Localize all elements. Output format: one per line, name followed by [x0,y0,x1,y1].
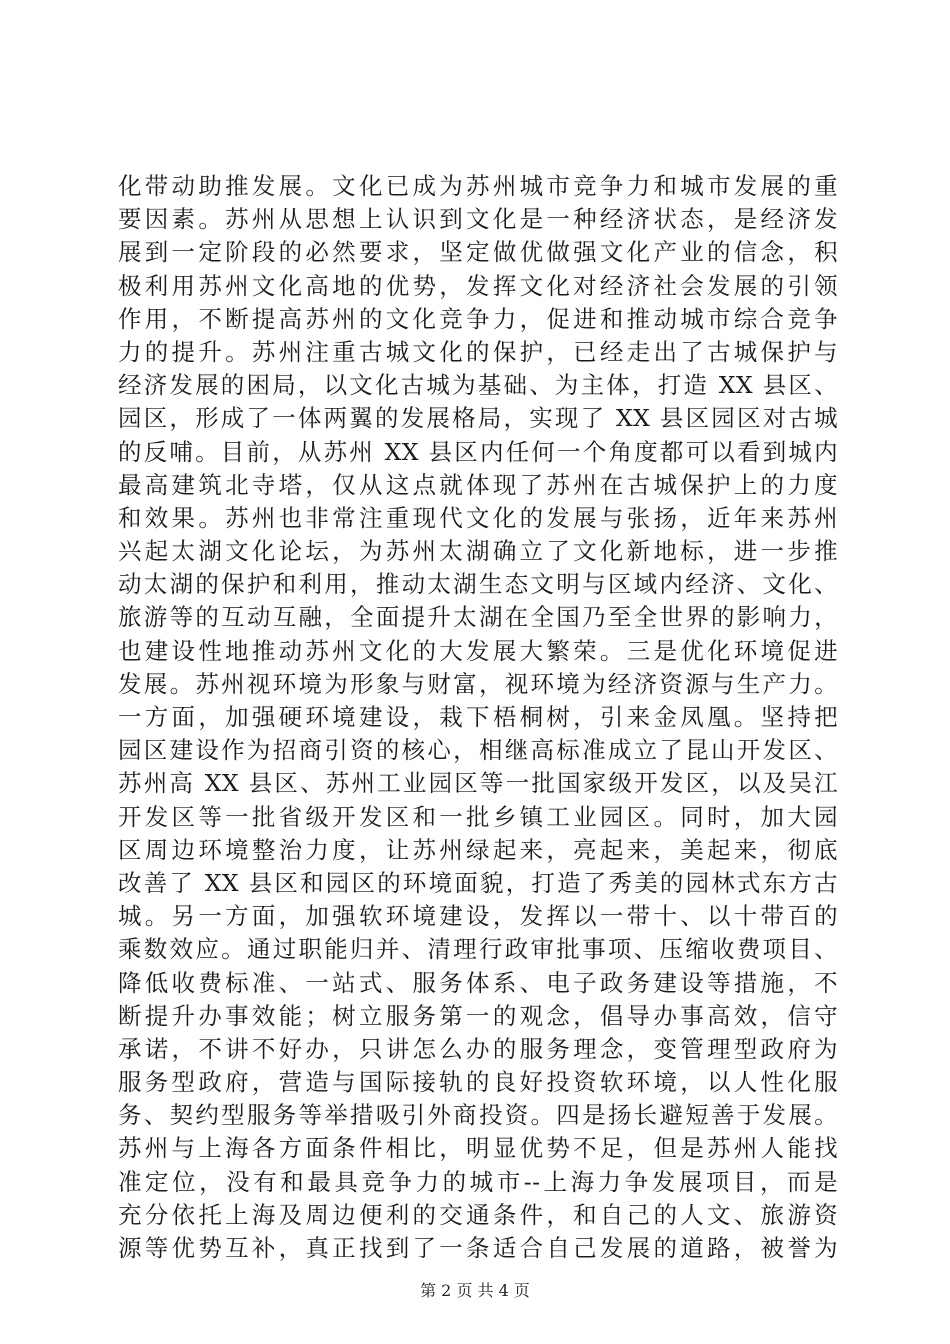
text-line: 准定位，没有和最具竞争力的城市--上海力争发展项目，而是 [118,1167,838,1196]
text-line: 改善了 XX 县区和园区的环境面貌，打造了秀美的园林式东方古 [118,868,838,897]
text-line: 开发区等一批省级开发区和一批乡镇工业园区。同时，加大园 [118,802,838,831]
text-line: 源等优势互补，真正找到了一条适合自己发展的道路，被誉为 [118,1234,838,1262]
text-line: 和效果。苏州也非常注重现代文化的发展与张扬，近年来苏州 [118,503,838,532]
text-line: 发展。苏州视环境为形象与财富，视环境为经济资源与生产力。 [118,669,838,698]
text-line: 区周边环境整治力度，让苏州绿起来，亮起来，美起来，彻底 [118,835,838,864]
text-line: 城。另一方面，加强软环境建设，发挥以一带十、以十带百的 [118,902,838,931]
text-line: 断提升办事效能；树立服务第一的观念，倡导办事高效，信守 [118,1001,838,1030]
text-line: 力的提升。苏州注重古城文化的保护，已经走出了古城保护与 [118,337,838,366]
text-line: 动太湖的保护和利用，推动太湖生态文明与区域内经济、文化、 [118,570,838,599]
text-line: 服务型政府，营造与国际接轨的良好投资软环境，以人性化服 [118,1068,838,1097]
text-line: 降低收费标准、一站式、服务体系、电子政务建设等措施，不 [118,968,838,997]
text-line: 作用，不断提高苏州的文化竞争力，促进和推动城市综合竞争 [118,304,838,333]
text-line: 的反哺。目前，从苏州 XX 县区内任何一个角度都可以看到城内 [118,437,838,466]
text-line: 极利用苏州文化高地的优势，发挥文化对经济社会发展的引领 [118,271,838,300]
text-line: 苏州与上海各方面条件相比，明显优势不足，但是苏州人能找 [118,1134,838,1163]
text-line: 也建设性地推动苏州文化的大发展大繁荣。三是优化环境促进 [118,636,838,665]
text-line: 化带动助推发展。文化已成为苏州城市竞争力和城市发展的重 [118,172,838,200]
text-line: 园区建设作为招商引资的核心，相继高标准成立了昆山开发区、 [118,736,838,765]
text-line: 乘数效应。通过职能归并、清理行政审批事项、压缩收费项目、 [118,935,838,964]
text-line: 要因素。苏州从思想上认识到文化是一种经济状态，是经济发 [118,205,838,234]
text-line: 充分依托上海及周边便利的交通条件，和自己的人文、旅游资 [118,1200,838,1229]
page-footer: 第 2 页 共 4 页 [420,1281,530,1300]
text-line: 务、契约型服务等举措吸引外商投资。四是扬长避短善于发展。 [118,1101,838,1130]
text-line: 一方面，加强硬环境建设，栽下梧桐树，引来金凤凰。坚持把 [118,703,838,731]
text-line: 最高建筑北寺塔，仅从这点就体现了苏州在古城保护上的力度 [118,470,838,499]
text-line: 苏州高 XX 县区、苏州工业园区等一批国家级开发区，以及吴江 [118,769,838,798]
text-line: 园区，形成了一体两翼的发展格局，实现了 XX 县区园区对古城 [118,404,838,433]
body-text [118,170,838,1265]
text-line: 展到一定阶段的必然要求，坚定做优做强文化产业的信念，积 [118,238,838,267]
text-line: 兴起太湖文化论坛，为苏州太湖确立了文化新地标，进一步推 [118,537,838,566]
text-line: 旅游等的互动互融，全面提升太湖在全国乃至全世界的影响力， [118,603,838,632]
text-line: 承诺，不讲不好办，只讲怎么办的服务理念，变管理型政府为 [118,1034,838,1063]
text-line: 经济发展的困局，以文化古城为基础、为主体，打造 XX 县区、 [118,371,838,400]
